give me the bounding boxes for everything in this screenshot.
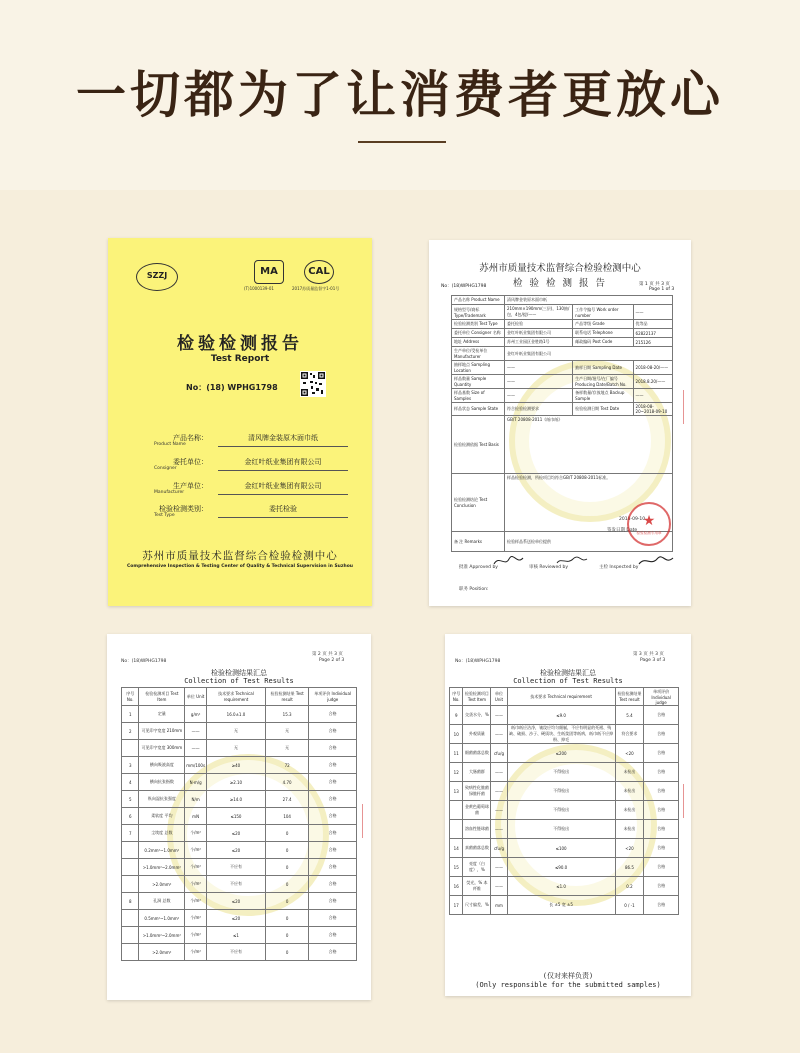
table-header-row <box>450 688 679 706</box>
table-cell: 可见印字宽度 300mm <box>139 740 185 757</box>
table-cell: —— <box>491 820 507 839</box>
table-cell: 0 <box>265 944 308 961</box>
table-cell: ≥14.0 <box>207 791 266 808</box>
table-cell: >2.0mm² <box>139 876 185 893</box>
table-cell: 未检出 <box>615 763 644 782</box>
table-cell: 8 <box>122 893 139 910</box>
table-row <box>122 706 357 723</box>
table-cell: 交货水分，% <box>463 706 491 725</box>
position-label: 职务 Position: <box>459 587 489 592</box>
page3-title-en: Collection of Test Results <box>513 677 623 685</box>
column-header: 单项评价 Individual judge <box>644 688 679 706</box>
table-cell: —— <box>491 877 507 896</box>
table-cell: N/m <box>185 791 207 808</box>
edge-seal-mark <box>362 804 371 838</box>
table-row: 委托单位 Consigner 名称 金红叶纸业集团有限公司 联系电话 Telephone 62822137 <box>452 329 673 338</box>
table-row <box>122 740 357 757</box>
field-label: 检验检测类别： <box>159 505 208 513</box>
page1-organization: 苏州市质量技术监督综合检验检测中心 <box>479 263 641 274</box>
table-cell: 4 <box>122 774 139 791</box>
table-cell <box>122 842 139 859</box>
column-header: 检验检测项目 Test Item <box>463 688 491 706</box>
table-cell: —— <box>491 763 507 782</box>
table-cell: 未检出 <box>615 801 644 820</box>
table-cell: 横向抗张指数 <box>139 774 185 791</box>
page1-page-number-en: Page 1 of 3 <box>649 287 675 292</box>
table-cell <box>122 927 139 944</box>
reviewer-label: 审核 Reviewed by <box>529 565 569 570</box>
column-header: 检验检测项目 Test Item <box>139 688 185 706</box>
table-row: 样品基数 Size of Samples —— 备样数量/存放地点 Backup Sample —— <box>452 389 673 403</box>
table-cell: >1.0mm²~2.0mm² <box>139 927 185 944</box>
table-row: 生产单位/受检单位 Manufacturer 金红叶纸业集团有限公司 <box>452 347 673 361</box>
table-cell: N·m/g <box>185 774 207 791</box>
page1-page-number: 第 1 页 共 3 页 <box>639 282 670 287</box>
table-cell: 合格 <box>309 706 357 723</box>
column-header: 单项评价 Individual judge <box>309 688 357 706</box>
seal-text: 检验检测专用章 <box>636 531 662 535</box>
table-cell: 无 <box>265 740 308 757</box>
table-cell: 27.4 <box>265 791 308 808</box>
table-cell: 不应有 <box>207 944 266 961</box>
report-page-1[interactable] <box>429 240 691 606</box>
table-cell: 不得检出 <box>507 763 615 782</box>
page3-title: 检验检测结果汇总 <box>540 669 596 677</box>
issue-date-label: 签发日期 Date <box>607 528 638 533</box>
table-cell: 16 <box>450 877 463 896</box>
table-cell: ≤100 <box>507 839 615 858</box>
report-page-3[interactable] <box>445 634 691 996</box>
table-cell: —— <box>491 782 507 801</box>
cover-field-test-type <box>126 504 356 524</box>
approver-label: 批准 Approved by <box>459 565 498 570</box>
column-header: 检验检测结果 Test result <box>615 688 644 706</box>
table-cell: 0 / -1 <box>615 896 644 915</box>
table-cell: 0 <box>265 825 308 842</box>
table-cell: 合格 <box>644 744 679 763</box>
table-cell: 合格 <box>309 927 357 944</box>
table-row <box>450 858 679 877</box>
cover-subtitle: Test Report <box>210 354 270 364</box>
cma-mark: MA <box>254 260 284 284</box>
table-cell: mN <box>185 808 207 825</box>
table-cell: 6 <box>122 808 139 825</box>
table-cell: 符合要求 <box>615 725 644 744</box>
table-row: 检验检测依据 Test Basis GB/T 20808-2011《纸巾纸》 <box>452 416 673 474</box>
report-cover[interactable] <box>108 238 372 606</box>
table-row <box>450 896 679 915</box>
table-cell: 合格 <box>644 820 679 839</box>
table-row <box>122 859 357 876</box>
page2-report-number: No：(18)WPHG1798 <box>121 659 167 664</box>
table-row <box>450 706 679 725</box>
field-label-en: Test Type <box>154 513 175 518</box>
table-cell <box>122 944 139 961</box>
table-cell: 0 <box>265 876 308 893</box>
page3-page-number-en: Page 3 of 3 <box>640 658 666 663</box>
table-cell: 合格 <box>644 763 679 782</box>
table-cell: 86.5 <box>615 858 644 877</box>
table-cell: 合格 <box>309 825 357 842</box>
table-cell: 个/m² <box>185 893 207 910</box>
table-cell: 合格 <box>309 757 357 774</box>
table-cell: 15.3 <box>265 706 308 723</box>
table-cell: —— <box>491 725 507 744</box>
table-row: 样品状态 Sample State 符合检验检测要求 检验检测日期 Test Date 2018-08-20~2018-09-10 <box>452 403 673 416</box>
cover-title: 检验检测报告 <box>177 334 303 354</box>
table-cell: 合格 <box>309 723 357 740</box>
table-row <box>122 757 357 774</box>
table-row <box>450 725 679 744</box>
cal-mark: CAL <box>304 260 334 284</box>
table-cell: 金黄色葡萄球菌 <box>463 801 491 820</box>
table-cell: 合格 <box>309 842 357 859</box>
table-cell: ≥2.10 <box>207 774 266 791</box>
table-cell: ≤1.0 <box>507 877 615 896</box>
table-cell: 5 <box>122 791 139 808</box>
table-row: 规格型号/商标 Type/Trademark 210mm×190mm(三层)，130抽/包，4包/提/—— 工作令编号 Work order number —— <box>452 305 673 320</box>
table-row: 抽样地点 Sampling Location —— 抽样日期 Sampling Date 2018-08-20/—— <box>452 361 673 375</box>
table-cell: 合格 <box>644 896 679 915</box>
table-cell: 合格 <box>644 725 679 744</box>
table-row <box>122 910 357 927</box>
cma-mark-caption: (T)1000139-01 <box>244 286 274 291</box>
table-cell: 不应有 <box>207 859 266 876</box>
page-headline: 一切都为了让消费者更放心 <box>76 66 724 124</box>
table-cell: 合格 <box>309 910 357 927</box>
table-cell: 不得检出 <box>507 782 615 801</box>
table-cell: 个/m² <box>185 859 207 876</box>
table-row <box>450 801 679 820</box>
table-cell: 合格 <box>309 859 357 876</box>
table-cell: 外观质量 <box>463 725 491 744</box>
column-header: 单位 Unit <box>491 688 507 706</box>
table-row <box>122 876 357 893</box>
table-row <box>450 820 679 839</box>
table-cell: 合格 <box>644 858 679 877</box>
cal-mark-caption: 2017苏质量监督字1-01号 <box>292 286 340 291</box>
table-cell: 大肠菌群 <box>463 763 491 782</box>
table-cell: 无 <box>265 723 308 740</box>
table-cell: 4.70 <box>265 774 308 791</box>
table-row <box>122 944 357 961</box>
seal-star-icon: ★ <box>642 513 656 529</box>
table-cell: 3 <box>122 757 139 774</box>
table-cell: cfu/g <box>491 744 507 763</box>
table-cell: 横向吸液高度 <box>139 757 185 774</box>
table-cell <box>450 820 463 839</box>
table-cell: 合格 <box>309 740 357 757</box>
table-row: 检验检测类别 Test Type 委托检验 产品等级 Grade 优等品 <box>452 320 673 329</box>
table-cell: 0.5mm²~1.0mm² <box>139 910 185 927</box>
table-cell: 合格 <box>644 706 679 725</box>
table-cell: mm <box>491 896 507 915</box>
table-cell: 0 <box>265 859 308 876</box>
field-value: 清风牌金装原木面巾纸 <box>218 433 348 447</box>
table-cell: 长 ±5 宽 ±5 <box>507 896 615 915</box>
cover-field-product <box>126 433 356 453</box>
table-cell: 孔洞 总数 <box>139 893 185 910</box>
table-cell: —— <box>491 858 507 877</box>
table-cell: 可见印字宽度 210mm <box>139 723 185 740</box>
table-row <box>122 842 357 859</box>
table-cell: ≤90.0 <box>507 858 615 877</box>
table-cell: >2.0mm² <box>139 944 185 961</box>
field-value: 委托检验 <box>218 504 348 518</box>
table-row: 样品数量 Sample Quantity —— 生产日期/批号/在厂编号 Producing Date/Batch No. 2018.8.20/—— <box>452 375 673 389</box>
page3-page-number: 第 3 页 共 3 页 <box>633 652 664 657</box>
table-cell: 11 <box>450 744 463 763</box>
table-cell: 合格 <box>644 877 679 896</box>
table-cell: 定量 <box>139 706 185 723</box>
table-cell: 个/m² <box>185 910 207 927</box>
table-row: 备 注 Remarks 检验样品系送检单位提供 <box>452 532 673 552</box>
table-cell: 104 <box>265 808 308 825</box>
table-cell: 合格 <box>309 893 357 910</box>
table-cell: 尘埃度 总数 <box>139 825 185 842</box>
table-cell: 尺寸偏差，% <box>463 896 491 915</box>
field-label: 委托单位： <box>173 458 208 466</box>
page2-page-number: 第 2 页 共 3 页 <box>312 652 343 657</box>
report-page-2[interactable] <box>107 634 371 1000</box>
official-seal <box>627 502 671 546</box>
table-row <box>122 723 357 740</box>
table-cell: 7 <box>122 825 139 842</box>
table-cell: cfu/g <box>491 839 507 858</box>
page2-title-en: Collection of Test Results <box>184 677 294 685</box>
table-cell: 9 <box>450 706 463 725</box>
table-cell: g/m² <box>185 706 207 723</box>
column-header: 序号 No. <box>122 688 139 706</box>
table-row <box>450 763 679 782</box>
table-cell: ≥40 <box>207 757 266 774</box>
table-cell: 不应有 <box>207 876 266 893</box>
table-cell <box>450 801 463 820</box>
table-cell: 个/m² <box>185 825 207 842</box>
qr-code-icon <box>300 371 326 397</box>
table-cell: 个/m² <box>185 944 207 961</box>
table-cell: 个/m² <box>185 842 207 859</box>
table-row <box>122 774 357 791</box>
table-cell: 无 <box>207 723 266 740</box>
field-value: 金红叶纸业集团有限公司 <box>218 457 348 471</box>
page2-page-number-en: Page 2 of 3 <box>319 658 345 663</box>
field-label-en: Product Name <box>154 442 186 447</box>
table-cell: 合格 <box>644 801 679 820</box>
table-cell: 不得检出 <box>507 801 615 820</box>
edge-seal-mark <box>683 784 691 818</box>
table-cell: 溶血性链球菌 <box>463 820 491 839</box>
table-cell: 1 <box>122 706 139 723</box>
table-cell: 真菌菌落总数 <box>463 839 491 858</box>
table-cell: 未检出 <box>615 782 644 801</box>
table-cell: ≤150 <box>207 808 266 825</box>
field-label: 产品名称： <box>173 434 208 442</box>
table-cell: —— <box>491 706 507 725</box>
table-cell: 合格 <box>644 782 679 801</box>
table-cell: 个/m² <box>185 927 207 944</box>
table-cell: 0 <box>265 927 308 944</box>
table-cell: —— <box>491 801 507 820</box>
table-row: 检验检测结论 Test Conclusion 样品检验检测，所检项目均符合GB/T 20808-2011标准。 <box>452 474 673 532</box>
table-cell: ≤9.0 <box>507 706 615 725</box>
edge-seal-mark <box>683 390 691 424</box>
cover-organization: 苏州市质量技术监督综合检验检测中心 <box>142 550 338 562</box>
table-cell: <20 <box>615 839 644 858</box>
issue-date: 2018-09-10 <box>619 517 646 522</box>
field-label: 生产单位： <box>173 482 208 490</box>
szzj-logo: SZZJ <box>136 263 178 291</box>
column-header: 检验检测结果 Test result <box>265 688 308 706</box>
table-cell: 合格 <box>644 839 679 858</box>
table-cell: 纸巾纸应洁净，皱纹应均匀细腻，不应有明显的死褶、残缺、破损、沙子、硬质块、生纸浆团等纸病，纸巾纸不应掉粉、掉毛 <box>507 725 615 744</box>
table-cell: 0.2 <box>615 877 644 896</box>
table-row <box>122 825 357 842</box>
table-cell: 72 <box>265 757 308 774</box>
table-cell: 未检出 <box>615 820 644 839</box>
footnote-cn: (仅对来样负责) <box>542 972 594 980</box>
table-cell <box>122 876 139 893</box>
headline-divider <box>358 141 446 143</box>
table-cell: —— <box>185 740 207 757</box>
table-cell <box>122 910 139 927</box>
table-row <box>450 877 679 896</box>
signatures-icon <box>489 553 679 569</box>
page2-results-table <box>121 687 357 961</box>
table-cell: 0 <box>265 842 308 859</box>
table-row <box>122 808 357 825</box>
cover-field-manufacturer <box>126 481 356 501</box>
page1-title: 检 验 检 测 报 告 <box>512 278 608 289</box>
table-cell: 合格 <box>309 944 357 961</box>
page3-results-table <box>449 687 679 915</box>
table-cell: 合格 <box>309 808 357 825</box>
table-cell: 16.0±1.0 <box>207 706 266 723</box>
table-row: 产品名称 Product Name 清风牌金装原木面巾纸 <box>452 296 673 305</box>
table-cell <box>122 740 139 757</box>
table-row <box>450 839 679 858</box>
page2-title: 检验检测结果汇总 <box>211 669 267 677</box>
table-cell: 0.2mm²~1.0mm² <box>139 842 185 859</box>
table-cell: 细菌菌落总数 <box>463 744 491 763</box>
table-cell: 合格 <box>309 876 357 893</box>
table-cell: 亮度（白度），% <box>463 858 491 877</box>
footnote-en: (Only responsible for the submitted samples) <box>475 981 661 989</box>
table-cell: 10 <box>450 725 463 744</box>
table-cell: ≤20 <box>207 842 266 859</box>
table-cell: <20 <box>615 744 644 763</box>
page1-report-number: No：(18)WPHG1798 <box>441 284 487 289</box>
table-cell: 14 <box>450 839 463 858</box>
table-cell: 15 <box>450 858 463 877</box>
table-row <box>122 791 357 808</box>
table-cell: 12 <box>450 763 463 782</box>
table-cell: mm/100s <box>185 757 207 774</box>
column-header: 序号 No. <box>450 688 463 706</box>
cover-report-number: No：(18) WPHG1798 <box>186 383 278 392</box>
table-cell: 无 <box>207 740 266 757</box>
table-row: 地址 Address 苏州工业园区金胜路1号 邮政编码 Post Code 215126 <box>452 338 673 347</box>
table-cell: 0 <box>265 893 308 910</box>
table-cell: ≤200 <box>507 744 615 763</box>
table-cell: 合格 <box>309 774 357 791</box>
field-label-en: Manufacturer <box>154 490 185 495</box>
table-cell: 2 <box>122 723 139 740</box>
column-header: 单位 Unit <box>185 688 207 706</box>
table-cell: 纵向湿抗张强度 <box>139 791 185 808</box>
table-header-row <box>122 688 357 706</box>
page3-report-number: No：(18)WPHG1798 <box>455 659 501 664</box>
table-cell: ≤1 <box>207 927 266 944</box>
field-label-en: Consigner <box>154 466 177 471</box>
table-cell: 合格 <box>309 791 357 808</box>
column-header: 技术要求 Technical requirement <box>507 688 615 706</box>
table-cell: ≤20 <box>207 893 266 910</box>
table-cell: ≤20 <box>207 910 266 927</box>
cover-field-consigner <box>126 457 356 477</box>
table-cell: 13 <box>450 782 463 801</box>
table-row <box>450 782 679 801</box>
table-row <box>122 927 357 944</box>
inspector-label: 主检 Inspected by <box>599 565 639 570</box>
table-cell: 17 <box>450 896 463 915</box>
table-cell <box>122 859 139 876</box>
cover-organization-en: Comprehensive Inspection & Testing Center of Quality & Technical Supervision in Suzhou <box>126 564 354 569</box>
table-cell: 个/m² <box>185 876 207 893</box>
table-cell: >1.0mm²~2.0mm² <box>139 859 185 876</box>
column-header: 技术要求 Technical requirement <box>207 688 266 706</box>
table-row <box>450 744 679 763</box>
table-cell: ≤20 <box>207 825 266 842</box>
table-cell: 5.4 <box>615 706 644 725</box>
table-cell: 不得检出 <box>507 820 615 839</box>
field-value: 金红叶纸业集团有限公司 <box>218 481 348 495</box>
table-cell: —— <box>185 723 207 740</box>
table-cell: 柔软度 平均 <box>139 808 185 825</box>
table-cell: 致病性化脓菌 绿脓杆菌 <box>463 782 491 801</box>
table-cell: 荧光，% 本纤维 <box>463 877 491 896</box>
table-row <box>122 893 357 910</box>
table-cell: 0 <box>265 910 308 927</box>
